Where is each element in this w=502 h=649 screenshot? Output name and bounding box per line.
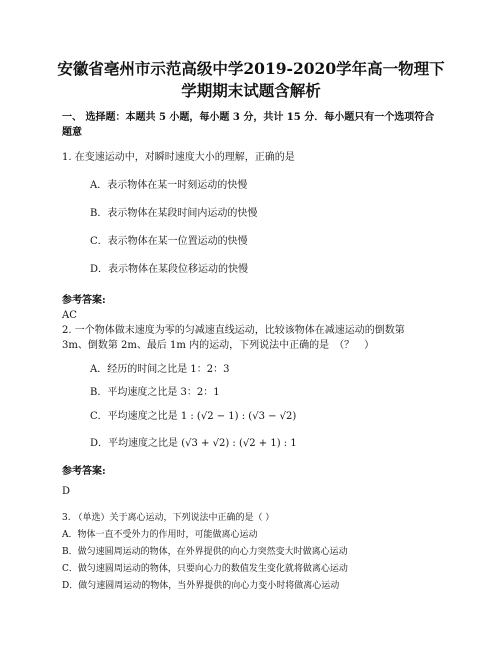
q3-option-d: D．做匀速圆周运动的物体，当外界提供的向心力变小时将做离心运动 <box>62 581 340 591</box>
q3-stem: 3. （单选）关于离心运动，下列说法中正确的是（ ） <box>62 513 275 523</box>
q3-option-b: B．做匀速圆周运动的物体，在外界提供的向心力突然变大时做离心运动 <box>62 547 348 557</box>
q1-option-c: C．表示物体在某一位置运动的快慢 <box>90 236 248 247</box>
q2-option-b: B．平均速度之比是 3：2：1 <box>90 387 220 398</box>
q3-option-c: C．做匀速圆周运动的物体，只要向心力的数值发生变化就将做离心运动 <box>62 564 348 574</box>
q1-stem: 1. 在变速运动中，对瞬时速度大小的理解，正确的是 <box>62 152 295 163</box>
q2-option-d-formula: (√3 + √2) : (√2 + 1) : 1 <box>181 438 297 449</box>
document-title <box>40 58 462 102</box>
q2-option-d <box>90 436 297 451</box>
q2-option-c <box>90 409 296 424</box>
q3-option-a: A．物体一直不受外力的作用时，可能做离心运动 <box>62 530 258 540</box>
q2-answer: D <box>62 486 71 497</box>
q2-option-a: A．经历的时间之比是 1：2：3 <box>90 364 230 375</box>
q1-option-b: B．表示物体在某段时间内运动的快慢 <box>90 208 258 219</box>
section-heading-line-1: 一、 选择题：本题共 5 小题，每小题 3 分，共计 15 分．每小题只有一个选项符合 <box>62 112 435 123</box>
q1-answer: AC <box>62 310 77 321</box>
q2-option-c-formula: 1 : (√2 − 1) : (√3 − √2) <box>180 411 297 422</box>
title-line-1: 安徽省亳州市示范高级中学2019-2020学年高一物理下 <box>57 59 445 78</box>
q2-stem-line-1: 2. 一个物体做末速度为零的匀减速直线运动，比较该物体在减速运动的倒数第 <box>62 325 405 336</box>
q2-option-c-text: C．平均速度之比是 <box>90 411 178 422</box>
q2-option-d-text: D．平均速度之比是 <box>90 438 179 449</box>
section-heading <box>62 110 442 140</box>
title-line-2: 学期期末试题含解析 <box>181 81 321 100</box>
q1-option-a: A．表示物体在某一时刻运动的快慢 <box>90 180 248 191</box>
q2-answer-label: 参考答案: <box>62 466 106 477</box>
q1-answer-label: 参考答案: <box>62 295 106 306</box>
q1-option-d: D．表示物体在某段位移运动的快慢 <box>90 264 249 275</box>
section-heading-line-2: 题意 <box>62 127 82 138</box>
q2-stem-line-2: 3m、倒数第 2m、最后 1m 内的运动，下列说法中正确的是 （？ ） <box>62 340 375 351</box>
